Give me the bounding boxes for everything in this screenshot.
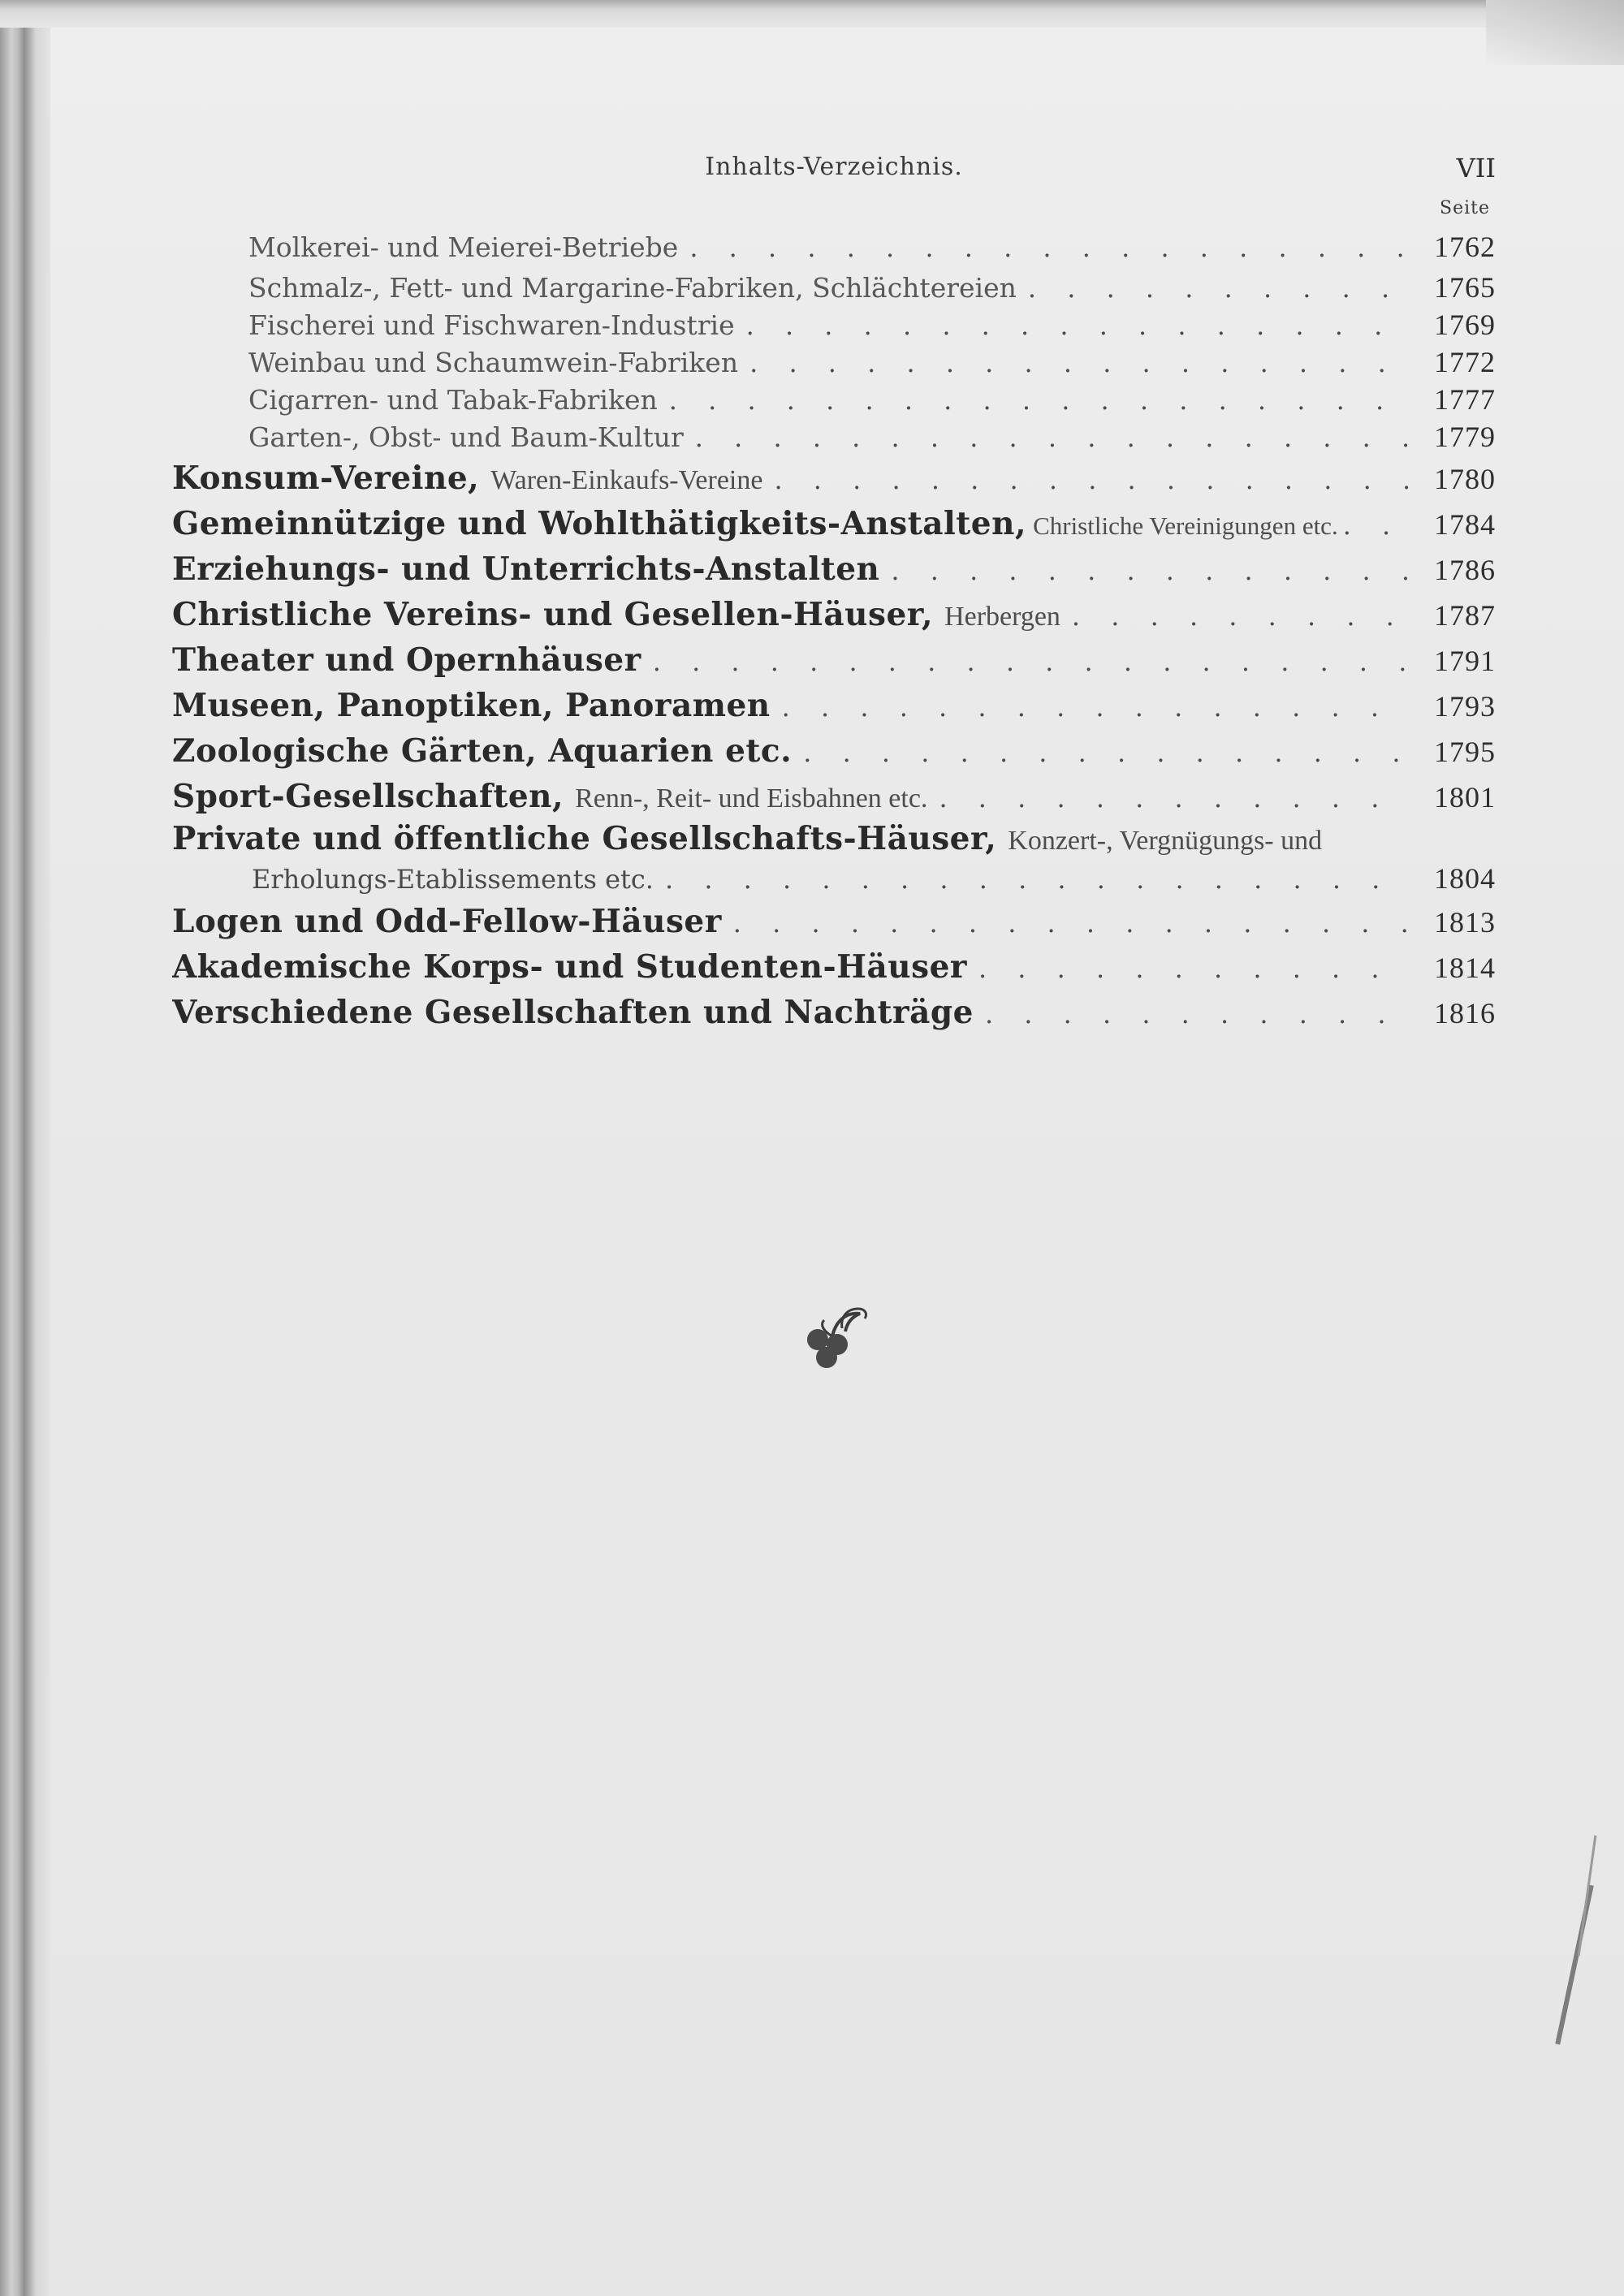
page-number: VII (1456, 153, 1496, 183)
toc-page-number: 1769 (1434, 309, 1496, 341)
dot-leader (695, 419, 1411, 455)
toc-page-number: 1786 (1434, 554, 1496, 586)
toc-page-number: 1816 (1434, 997, 1496, 1029)
toc-section-subtitle: Christliche Vereinigungen etc. (1033, 511, 1338, 540)
dot-leader (978, 946, 1411, 990)
dot-leader (1028, 270, 1411, 306)
toc-sub-entry (172, 306, 1496, 343)
dot-leader (669, 382, 1411, 418)
toc-section-title: Verschiedene Gesellschaften und Nachträge (172, 994, 974, 1031)
toc-section-title: Theater und Opernhäuser (172, 641, 641, 679)
toc-main-entry (172, 990, 1496, 1035)
toc-main-entry (172, 455, 1496, 501)
toc-main-entry (172, 774, 1496, 819)
toc-section-title: Museen, Panoptiken, Panoramen (172, 687, 771, 724)
toc-entry-label: Fischerei und Fischwaren-Industrie (248, 309, 735, 341)
toc-section-subtitle: Konzert-, Vergnügungs- und (1008, 826, 1323, 856)
toc-entry-label: Weinbau und Schaumwein-Fabriken (248, 347, 739, 378)
page-left-edge (0, 0, 50, 2296)
toc-sub-entry (172, 343, 1496, 381)
dot-leader (653, 639, 1411, 683)
toc-sub-entry (172, 225, 1496, 269)
toc-main-entry (172, 637, 1496, 683)
page-column-label: Seite (1440, 198, 1490, 218)
dot-leader (733, 900, 1411, 944)
toc-page-number: 1779 (1434, 421, 1496, 453)
toc-main-entry (172, 728, 1496, 774)
toc-main-entry (172, 819, 1496, 858)
toc-section-title: Gemeinnützige und Wohlthätigkeits-Anstalten, (172, 505, 1027, 542)
cherry-ornament-icon (800, 1299, 873, 1372)
toc-entry-label: Cigarren- und Tabak-Fabriken (248, 384, 658, 416)
toc-main-entry (172, 501, 1496, 546)
toc-main-entry (172, 546, 1496, 592)
toc-section-subtitle: Herbergen (944, 602, 1060, 632)
toc-section-title: Konsum-Vereine, (172, 460, 480, 497)
page-corner-shadow (1486, 0, 1624, 65)
page-top-edge (0, 0, 1624, 28)
dot-leader (782, 684, 1411, 728)
toc-page-number: 1787 (1434, 599, 1496, 632)
dot-leader (891, 548, 1411, 592)
dot-leader (1072, 593, 1411, 637)
dot-leader (749, 344, 1411, 381)
toc-section-title: Erziehungs- und Unterrichts-Anstalten (172, 550, 880, 588)
toc-entry-label: Schmalz-, Fett- und Margarine-Fabriken, Schlächtereien (248, 272, 1017, 304)
toc-entry-continuation (172, 858, 1496, 899)
toc-continuation-text: Erholungs-Etablissements etc. (252, 864, 654, 895)
dot-leader (939, 775, 1411, 819)
toc-main-entry (172, 592, 1496, 637)
running-header (172, 153, 1496, 192)
dot-leader (985, 991, 1411, 1035)
toc-page-number: 1793 (1434, 690, 1496, 723)
dot-leader (803, 730, 1411, 774)
toc-page-number: 1765 (1434, 271, 1496, 304)
toc-page-number: 1795 (1434, 736, 1496, 768)
page-scratch-mark (1578, 1836, 1597, 1957)
toc-section-title: Akademische Korps- und Studenten-Häuser (172, 948, 967, 986)
toc-page-number: 1772 (1434, 346, 1496, 378)
dot-leader (689, 226, 1411, 269)
toc-main-entry (172, 683, 1496, 728)
toc-page-number: 1784 (1434, 508, 1496, 541)
toc-page-number: 1814 (1434, 952, 1496, 984)
page-scratch-mark (1555, 1885, 1593, 2045)
toc-section-title: Zoologische Gärten, Aquarien etc. (172, 732, 793, 770)
toc-section-subtitle: Waren-Einkaufs-Vereine (490, 465, 763, 495)
toc-section-title: Private und öffentliche Gesellschafts-Häuser, (172, 820, 997, 857)
toc-section-title: Logen und Odd-Fellow-Häuser (172, 903, 722, 940)
table-of-contents (172, 225, 1496, 1035)
dot-leader (1343, 503, 1411, 546)
toc-section-subtitle: Renn-, Reit- und Eisbahnen etc. (575, 783, 928, 814)
toc-sub-entry (172, 381, 1496, 418)
toc-page-number: 1791 (1434, 645, 1496, 677)
toc-sub-entry (172, 269, 1496, 306)
toc-page-number: 1777 (1434, 383, 1496, 416)
running-title: Inhalts-Verzeichnis. (705, 153, 963, 181)
toc-section-title: Christliche Vereins- und Gesellen-Häuser, (172, 596, 934, 633)
toc-page-number: 1813 (1434, 906, 1496, 939)
dot-leader (746, 307, 1411, 343)
toc-main-entry (172, 944, 1496, 990)
toc-sub-entry (172, 418, 1496, 455)
dot-leader (774, 457, 1411, 501)
toc-entry-label: Garten-, Obst- und Baum-Kultur (248, 421, 684, 453)
toc-page-number: 1801 (1434, 781, 1496, 814)
toc-entry-label: Molkerei- und Meierei-Betriebe (248, 231, 679, 263)
dot-leader (665, 859, 1411, 899)
toc-page-number: 1804 (1434, 862, 1496, 895)
toc-page-number: 1762 (1434, 231, 1496, 263)
toc-page-number: 1780 (1434, 463, 1496, 495)
toc-main-entry (172, 899, 1496, 944)
toc-section-title: Sport-Gesellschaften, (172, 778, 564, 815)
